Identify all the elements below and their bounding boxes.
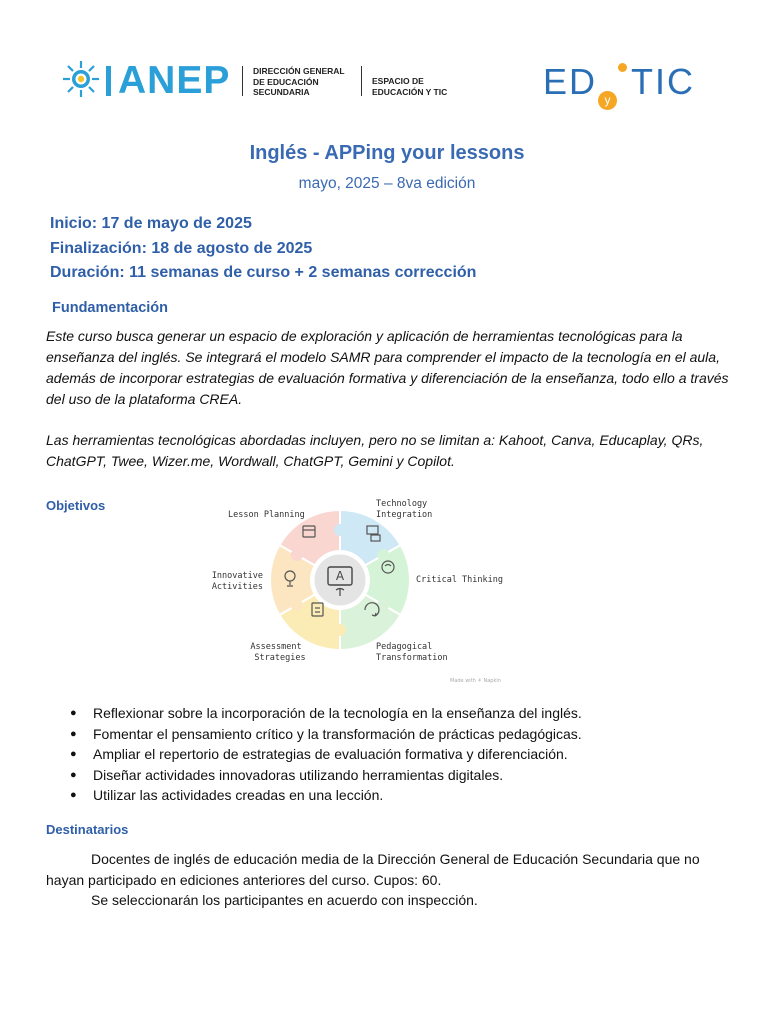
start-date: Inicio: 17 de mayo de 2025 — [50, 215, 252, 232]
anep-bar-divider — [106, 66, 111, 96]
page-title: Inglés - APPing your lessons — [249, 142, 525, 164]
made-with-napkin: Made with ⚘ Napkin — [450, 678, 501, 684]
label-integration: Integration — [376, 510, 433, 520]
anep-sun-logo-icon — [62, 60, 100, 98]
label-transformation: Transformation — [376, 653, 448, 663]
espacio-educacion-tic-text: ESPACIO DE EDUCACIÓN Y TIC — [372, 76, 448, 97]
label-assessment: Assessment — [250, 642, 302, 652]
duration: Duración: 11 semanas de curso + 2 semanas corrección — [50, 264, 477, 281]
section-heading-destinatarios: Destinatarios — [46, 822, 129, 837]
puzzle-knob — [334, 524, 346, 536]
course-dates — [50, 212, 476, 286]
puzzle-knob — [291, 599, 303, 611]
puzzle-knob — [291, 549, 303, 561]
label-pedagogical: Pedagogical — [376, 642, 433, 652]
end-date: Finalización: 18 de agosto de 2025 — [50, 239, 313, 257]
section-heading-objetivos: Objetivos — [46, 498, 106, 513]
label-strategies: Strategies — [254, 653, 306, 663]
destinatarios-paragraph: Docentes de inglés de educación media de la Dirección General de Educación Secundaria que no hayan participado en ediciones anteriores del curso. Cupos: 60. — [46, 851, 700, 888]
puzzle-knob — [377, 549, 389, 561]
dgs-logo-text: DIRECCIÓN GENERAL DE EDUCACIÓN SECUNDARIA — [253, 66, 345, 97]
list-item: ● Utilizar las actividades creadas en una lección. — [70, 785, 582, 806]
label-critical-thinking: Critical Thinking — [416, 575, 503, 585]
list-item: ● Ampliar el repertorio de estrategias de evaluación formativa y diferenciación. — [70, 744, 582, 765]
fundamentacion-paragraph: Este curso busca generar un espacio de exploración y aplicación de herramientas tecnológicas para la enseñanza del inglés. Se integrará el modelo SAMR para comprender el impacto de la tecnología en el aula, además de incorporar estrategias de evaluación formativa y diferenciación de la enseñanza, todo ello a través del uso de la plataforma CREA. — [46, 328, 729, 407]
objectives-puzzle-diagram — [200, 492, 520, 688]
puzzle-knob — [334, 624, 346, 636]
objectives-list — [70, 703, 582, 806]
center-letter: A — [335, 569, 345, 583]
anep-logo-text: ANEP — [118, 59, 231, 102]
destinatarios-text — [46, 849, 736, 911]
edytic-logo: ED y TIC — [543, 62, 695, 110]
list-item: ● Diseñar actividades innovadoras utilizando herramientas digitales. — [70, 765, 582, 786]
page-subtitle: mayo, 2025 – 8va edición — [298, 175, 476, 192]
tools-paragraph: Las herramientas tecnológicas abordadas incluyen, pero no se limitan a: Kahoot, Canva, Educaplay, QRs, ChatGPT, Twee, Wizer.me, Wordwall, ChatGPT, Gemini y Copilot. — [46, 432, 704, 469]
list-item: ● Fomentar el pensamiento crítico y la transformación de prácticas pedagógicas. — [70, 724, 582, 745]
header-separator — [361, 66, 362, 96]
selection-paragraph: Se seleccionarán los participantes en acuerdo con inspección. — [91, 892, 478, 908]
label-lesson-planning: Lesson Planning — [228, 510, 305, 520]
label-technology: Technology — [376, 499, 428, 509]
list-item: ● Reflexionar sobre la incorporación de la tecnología en la enseñanza del inglés. — [70, 703, 582, 724]
section-heading-fundamentacion: Fundamentación — [52, 300, 169, 316]
header-separator — [242, 66, 243, 96]
label-innovative: Innovative — [211, 571, 263, 581]
label-activities: Activities — [211, 582, 263, 592]
